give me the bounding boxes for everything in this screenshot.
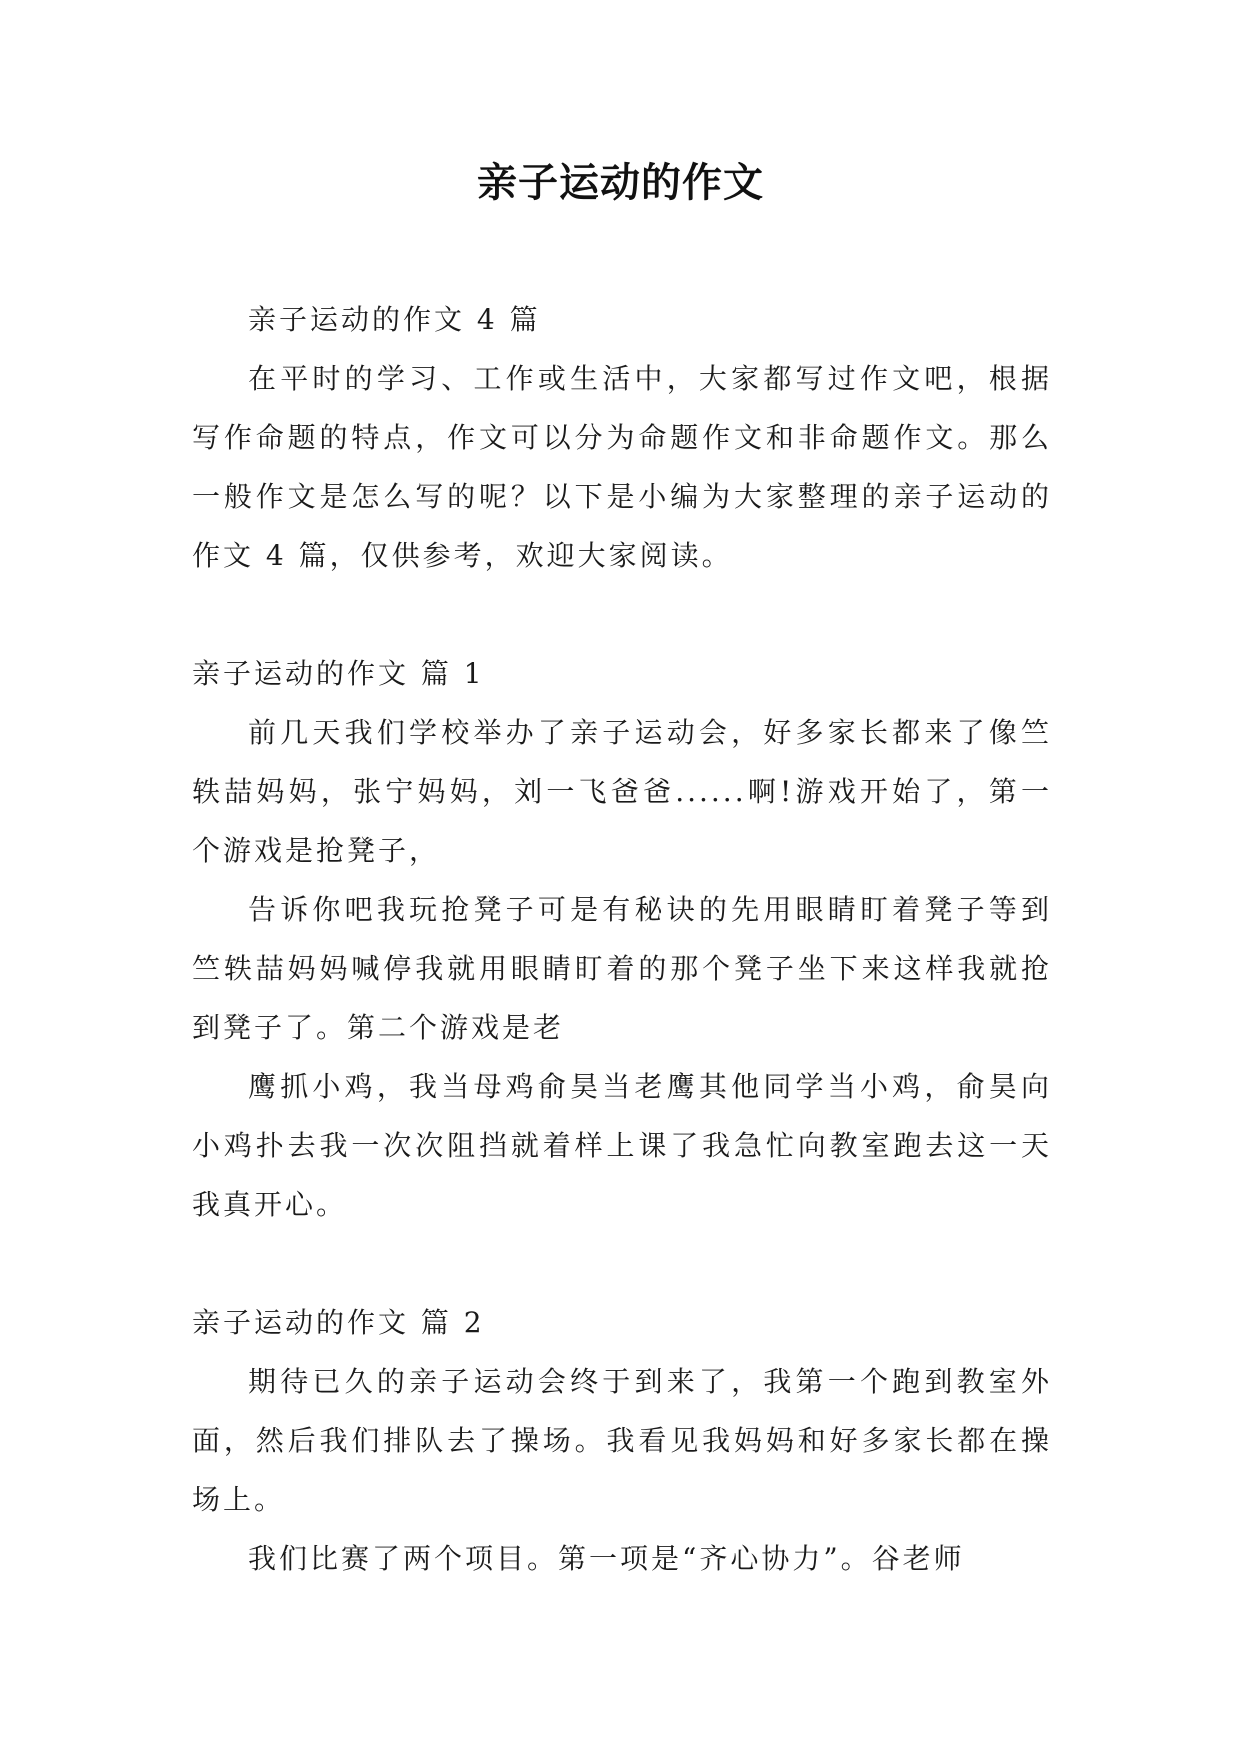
intro-heading: 亲子运动的作文 4 篇 xyxy=(248,303,541,336)
intro-paragraph: 在平时的学习、工作或生活中，大家都写过作文吧，根据写作命题的特点，作文可以分为命题作文和非命题作文。那么一般作文是怎么写的呢？以下是小编为大家整理的亲子运动的作文 4 篇，仅供参考，欢迎大家阅读。 xyxy=(192,362,1052,572)
section-heading: 亲子运动的作文 篇 2 xyxy=(192,1306,485,1339)
section-paragraph: 鹰抓小鸡，我当母鸡俞昊当老鹰其他同学当小鸡，俞昊向小鸡扑去我一次次阻挡就着样上课了我急忙向教室跑去这一天我真开心。 xyxy=(192,1070,1052,1221)
section-paragraph: 期待已久的亲子运动会终于到来了，我第一个跑到教室外面，然后我们排队去了操场。我看见我妈妈和好多家长都在操场上。 xyxy=(192,1365,1052,1516)
document-title: 亲子运动的作文 xyxy=(477,160,764,206)
section-paragraph: 我们比赛了两个项目。第一项是“齐心协力”。谷老师 xyxy=(248,1542,965,1575)
document-body xyxy=(192,290,1052,1588)
section-paragraph: 前几天我们学校举办了亲子运动会，好多家长都来了像竺轶喆妈妈，张宁妈妈，刘一飞爸爸......啊!游戏开始了，第一个游戏是抢凳子， xyxy=(192,716,1052,867)
section-paragraph: 告诉你吧我玩抢凳子可是有秘诀的先用眼睛盯着凳子等到竺轶喆妈妈喊停我就用眼睛盯着的那个凳子坐下来这样我就抢到凳子了。第二个游戏是老 xyxy=(192,893,1052,1044)
section-heading: 亲子运动的作文 篇 1 xyxy=(192,657,485,690)
